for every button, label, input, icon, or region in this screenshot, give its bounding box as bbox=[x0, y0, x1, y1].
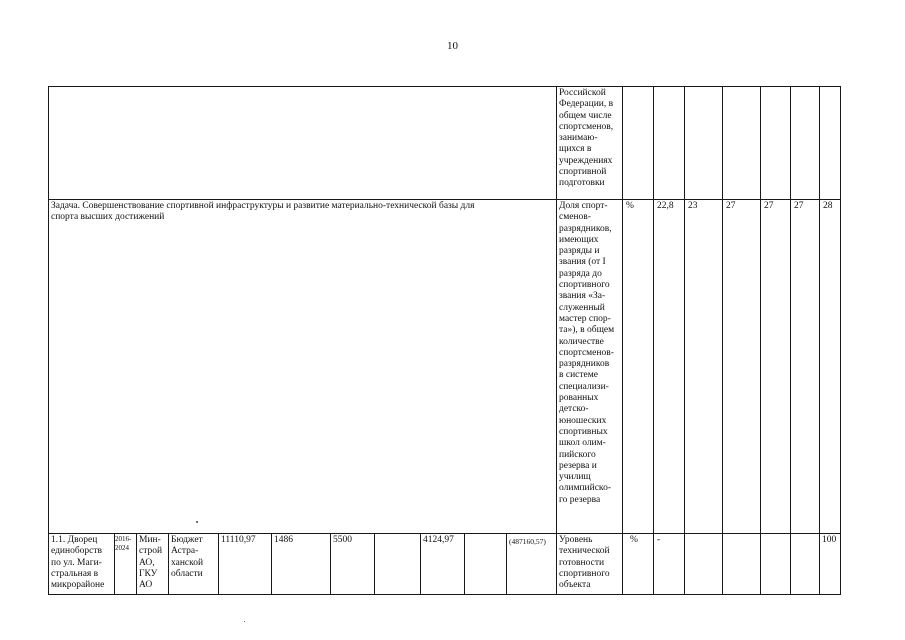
bracket-value-cell: (487160,57) bbox=[509, 537, 546, 546]
col-divider bbox=[622, 86, 623, 595]
indicator-cell: Доля спорт- сменов- разрядников, имеющих разряды и звания (от I разряда до спортивного звания «За- служенный мастер спор- та»), в общем количестве спортсменов- разрядников в системе специализи- рованных детско- юношеских спортивных школ олим- пийского резерва и училищ олимпийско- го резерва bbox=[559, 201, 615, 505]
col-divider bbox=[790, 86, 791, 595]
value-cell: 23 bbox=[688, 201, 698, 211]
table-left-border bbox=[48, 86, 49, 595]
scan-speck bbox=[196, 521, 198, 523]
page-number: 10 bbox=[447, 40, 458, 52]
executor-cell: Мин- строй АО, ГКУ АО bbox=[139, 535, 163, 591]
unit-cell: % bbox=[630, 535, 638, 545]
source-cell: Бюджет Астра- ханской области bbox=[171, 535, 204, 579]
col-divider bbox=[271, 533, 272, 595]
value-cell: 27 bbox=[726, 201, 736, 211]
col-divider bbox=[420, 533, 421, 595]
col-divider bbox=[760, 86, 761, 595]
value-cell: 27 bbox=[794, 201, 804, 211]
task-cell: Задача. Совершенствование спортивной инфраструктуры и развитие материально-технической базы для спорта высших достижений bbox=[51, 201, 475, 223]
table-right-border bbox=[840, 86, 841, 595]
col-divider bbox=[556, 86, 557, 595]
year-value-cell: 5500 bbox=[333, 535, 352, 545]
indicator-cell: Уровень технической готовности спортивного объекта bbox=[559, 535, 610, 591]
value-cell: 100 bbox=[822, 535, 837, 545]
value-cell: 27 bbox=[764, 201, 774, 211]
unit-cell: % bbox=[626, 201, 634, 211]
col-divider bbox=[653, 86, 654, 595]
col-divider bbox=[330, 533, 331, 595]
col-divider bbox=[218, 533, 219, 595]
value-cell: 22,8 bbox=[657, 201, 674, 211]
years-cell: 2016- 2024 bbox=[115, 535, 132, 552]
col-divider bbox=[506, 533, 507, 595]
col-divider bbox=[722, 86, 723, 595]
value-cell: - bbox=[657, 535, 661, 545]
year-value-cell: 4124,97 bbox=[423, 535, 454, 545]
indicator-cell: Российской Федерации, в общем числе спортсменов, занимаю- щихся в учреждениях спортивной подготовки bbox=[559, 88, 614, 189]
col-divider bbox=[136, 533, 137, 595]
col-divider bbox=[464, 533, 465, 595]
total-cell: 11110,97 bbox=[221, 535, 256, 545]
item-name-cell: 1.1. Дворец единоборств по ул. Маги- стральная в микрорайоне bbox=[51, 535, 105, 591]
col-divider bbox=[374, 533, 375, 595]
col-divider bbox=[684, 86, 685, 595]
year-value-cell: 1486 bbox=[274, 535, 293, 545]
scan-speck bbox=[244, 621, 245, 622]
col-divider bbox=[168, 533, 169, 595]
col-divider bbox=[819, 86, 820, 595]
value-cell: 28 bbox=[823, 201, 833, 211]
